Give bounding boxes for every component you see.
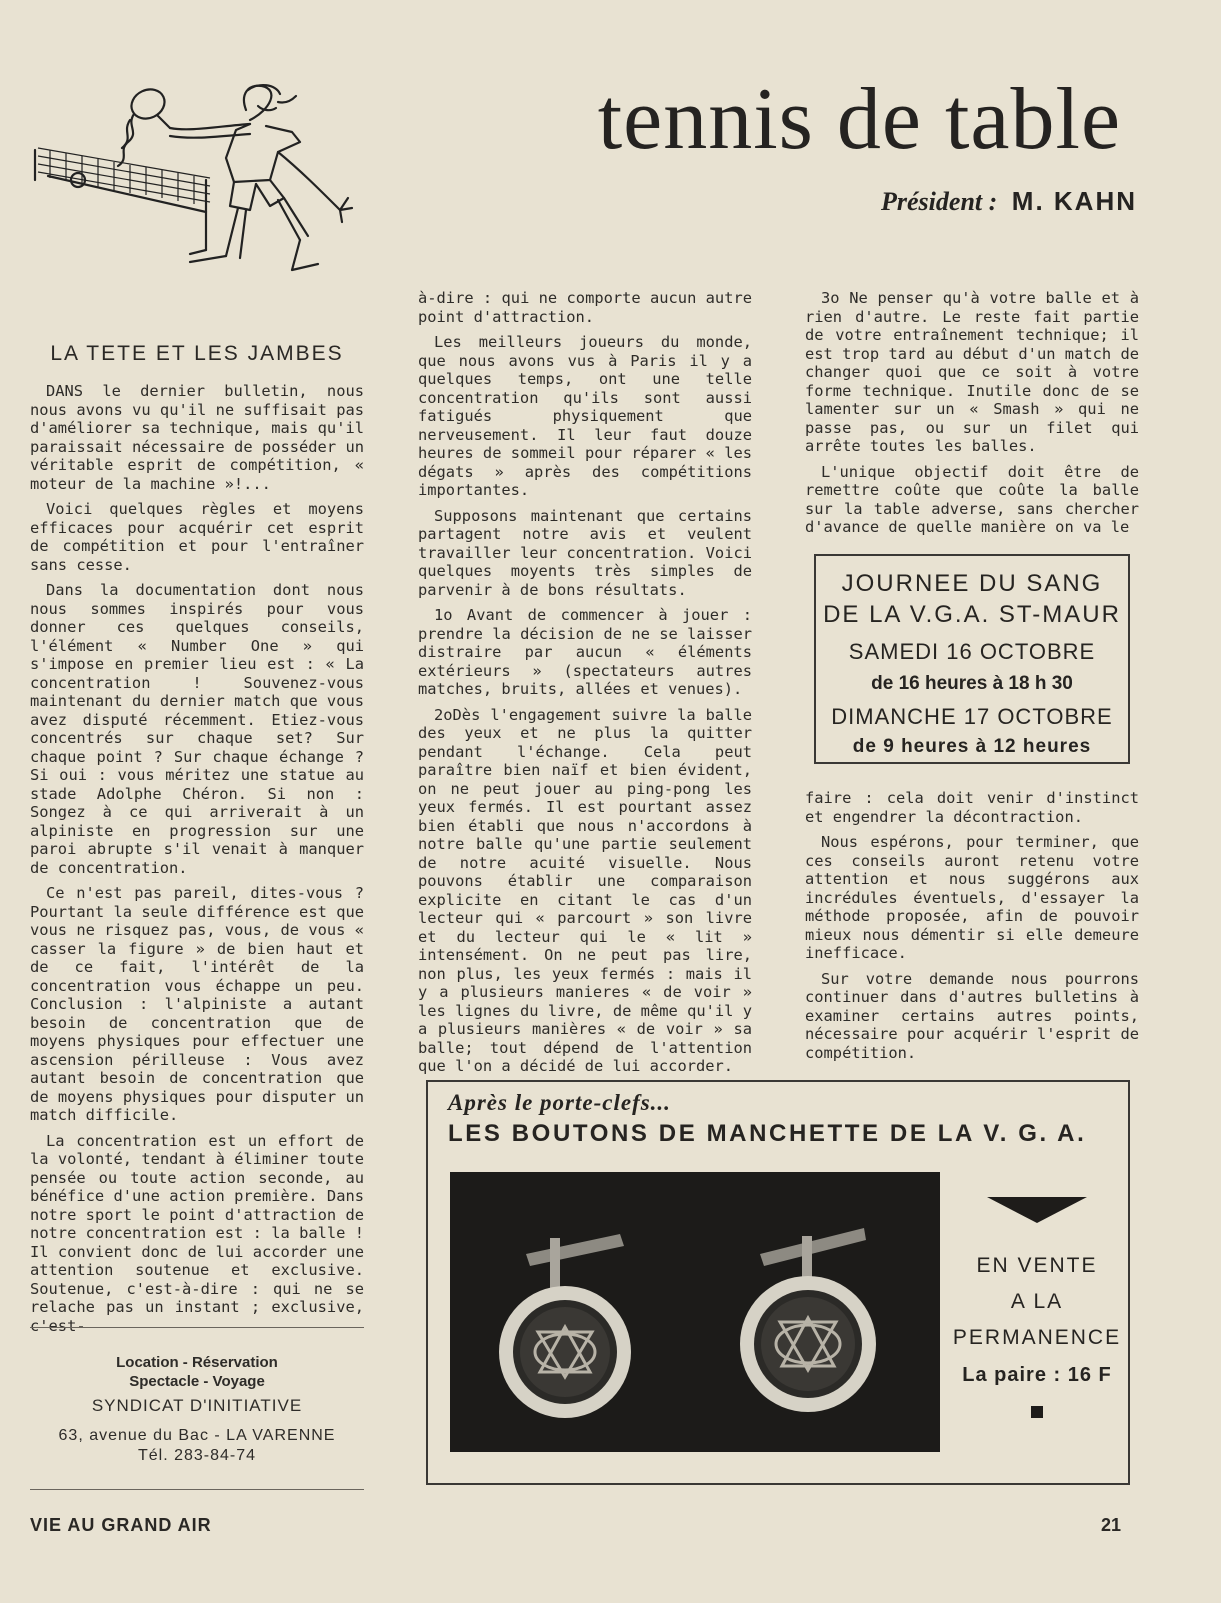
syndicat-services-2: Spectacle - Voyage [129,1373,265,1390]
blood-drive-day-2: DIMANCHE 17 OCTOBRE [831,704,1113,729]
paragraph: Les meilleurs joueurs du monde, que nous avons vus à Paris il y a quelques temps, ont une telle concentration qu'ils sont aussi fatigués physiquement que nerveusement. Il leur faut douze heures de sommeil pour réparer « les dégats » après des compétitions importantes. [418,333,752,499]
paragraph: Nous espérons, pour terminer, que ces conseils auront retenu votre attention et nous suggérons aux incrédules éventuels, d'essayer la méthode proposée, afin de pouvoir mieux nous démentir si elle demeure inefficace. [805,833,1139,962]
blood-drive-day-1: SAMEDI 16 OCTOBRE [848,639,1096,664]
article-column-3-continued [805,789,1139,1069]
blood-drive-hours-2: de 9 heures à 12 heures [852,736,1092,757]
syndicat-services: Location - Réservation [116,1354,278,1371]
paragraph: Sur votre demande nous pourrons continuer dans d'autres bulletins à examiner certains autres points, nécessaire pour acquérir l'esprit de compétition. [805,969,1139,1062]
paragraph: 2oDès l'engagement suivre la balle des yeux et ne plus la quitter pendant l'échange. Cela peut paraître bien naïf et bien évident, on ne peut jouer au ping-pong les yeux fermés. Il est pourtant assez bien établi que nous n'accordons à notre balle qu'une partie seulement de notre acuité visuelle. Nous pouvons établir une comparaison explicite en citant le cas d'un lecteur qui « parcourt » son livre et du lecteur qui le « lit » intensément. On ne peut pas lire, non plus, les yeux fermés : mais il y a plusieurs manieres « de voir » les lignes du livre, de même qu'il y a plusieurs manières « de voir » sa balle; tout dépend de l'attention que l'on a décidé de lui accorder. [418,705,752,1075]
cufflinks-sales-info [948,1197,1126,1418]
sale-line-2: A LA [1010,1290,1064,1313]
syndicat-phone: Tél. 283-84-74 [137,1447,257,1464]
article-column-2 [418,289,752,1083]
syndicat-advertisement [30,1327,364,1490]
paragraph: Dans la documentation dont nous nous sommes inspirés pour vous donner ces quelques conseils, l'élément « Number One » qui s'impose en premier lieu est : « La concentration ! Souvenez-vous maintenant du dernier match que vous avez disputé récemment. Etiez-vous concentrés sur chaque set? Sur chaque point ? Sur chaque échange ? Si oui : vous méritez une statue au stade Adolphe Chéron. Si non : Songez à ce qui arriverait à un alpiniste en progression sur une paroi abrupte s'il venait à manquer de concentration. [30,581,364,877]
syndicat-name: SYNDICAT D'INITIATIVE [91,1396,303,1415]
end-mark-icon [1031,1406,1043,1418]
page-number: 21 [1100,1515,1121,1535]
paragraph: L'unique objectif doit être de remettre coûte que coûte la balle sur la table adverse, sans chercher d'avance de quelle manière on va le [805,462,1139,536]
paragraph: Ce n'est pas pareil, dites-vous ? Pourtant la seule différence est que vous ne risquez pas, vous, de vous « casser la figure » de bien haut et de ce fait, l'intérêt de la concentration vous échappe un peu. Conclusion : l'alpiniste a autant besoin de concentration que de moyens physiques pour effectuer une ascension périlleuse : Vous avez autant besoin de concentration que de moyens physiques pour disputer un match difficile. [30,884,364,1124]
blood-drive-hours-1: de 16 heures à 18 h 30 [871,673,1073,694]
down-triangle-icon [987,1197,1087,1223]
sale-line-3: PERMANENCE [952,1326,1122,1349]
paragraph: Supposons maintenant que certains partagent notre avis et veulent travailler leur concentration. Voici quelques moyents très simples de parvenir à de bons résultats. [418,506,752,599]
magazine-name: VIE AU GRAND AIR [30,1515,212,1535]
paragraph: 1o Avant de commencer à jouer : prendre la décision de ne se laisser distraire par aucun « éléments extérieurs » (spectateurs autres matches, bruits, allées et venues). [418,606,752,698]
paragraph: La concentration est un effort de la volonté, tendant à éliminer toute pensée ou toute action seconde, au bénéfice d'une action première. Dans notre sport le point d'attraction de notre concentration est : la balle ! Il convient donc de lui accorder une attention soutenue et exclusive. Soutenue, c'est-à-dire : qui ne se relache pas un instant ; exclusive, c'est- [30,1131,364,1335]
blood-drive-title: JOURNEE DU SANG [841,570,1103,597]
president-line [881,186,1137,217]
paragraph: Voici quelques règles et moyens efficaces pour acquérir cet esprit de compétition et pour l'entraîner sans cesse. [30,500,364,574]
cufflinks-advertisement [426,1080,1130,1485]
paragraph: faire : cela doit venir d'instinct et engendrer la décontraction. [805,789,1139,826]
cufflinks-price: La paire : 16 F [962,1364,1112,1386]
cufflinks-photo [450,1172,940,1452]
syndicat-address: 63, avenue du Bac - LA VARENNE [58,1427,336,1444]
president-name: M. KAHN [1011,186,1137,216]
article-column-3 [805,289,1139,544]
blood-drive-box [814,554,1130,764]
cufflinks-ad-kicker: Après le porte-clefs... [448,1090,671,1115]
paragraph: DANS le dernier bulletin, nous nous avons vu qu'il ne suffisait pas d'améliorer sa technique, mais qu'il paraissait nécessaire de posséder un véritable esprit de compétition, « moteur de la machine »!... [30,382,364,493]
page-title: tennis de table [597,71,1121,168]
president-label: Président : [881,187,998,216]
article-column-1 [30,382,364,1342]
cufflinks-ad-headline: LES BOUTONS DE MANCHETTE DE LA V. G. A. [448,1120,1087,1147]
paragraph: à-dire : qui ne comporte aucun autre point d'attraction. [418,289,752,326]
table-tennis-player-illustration [30,80,365,285]
sale-line-1: EN VENTE [976,1254,1098,1277]
article-title: LA TETE ET LES JAMBES [50,342,344,365]
paragraph: 3o Ne penser qu'à votre balle et à rien d'autre. Le reste fait partie de votre entraînement technique; il est trop tard au début d'un match de changer quoi que ce soit à votre forme technique. Inutile donc de se lamenter sur un « Smash » qui ne passe pas, ou sur un filet qui arrête toutes les balles. [805,289,1139,455]
blood-drive-organizer: DE LA V.G.A. ST-MAUR [823,601,1121,628]
